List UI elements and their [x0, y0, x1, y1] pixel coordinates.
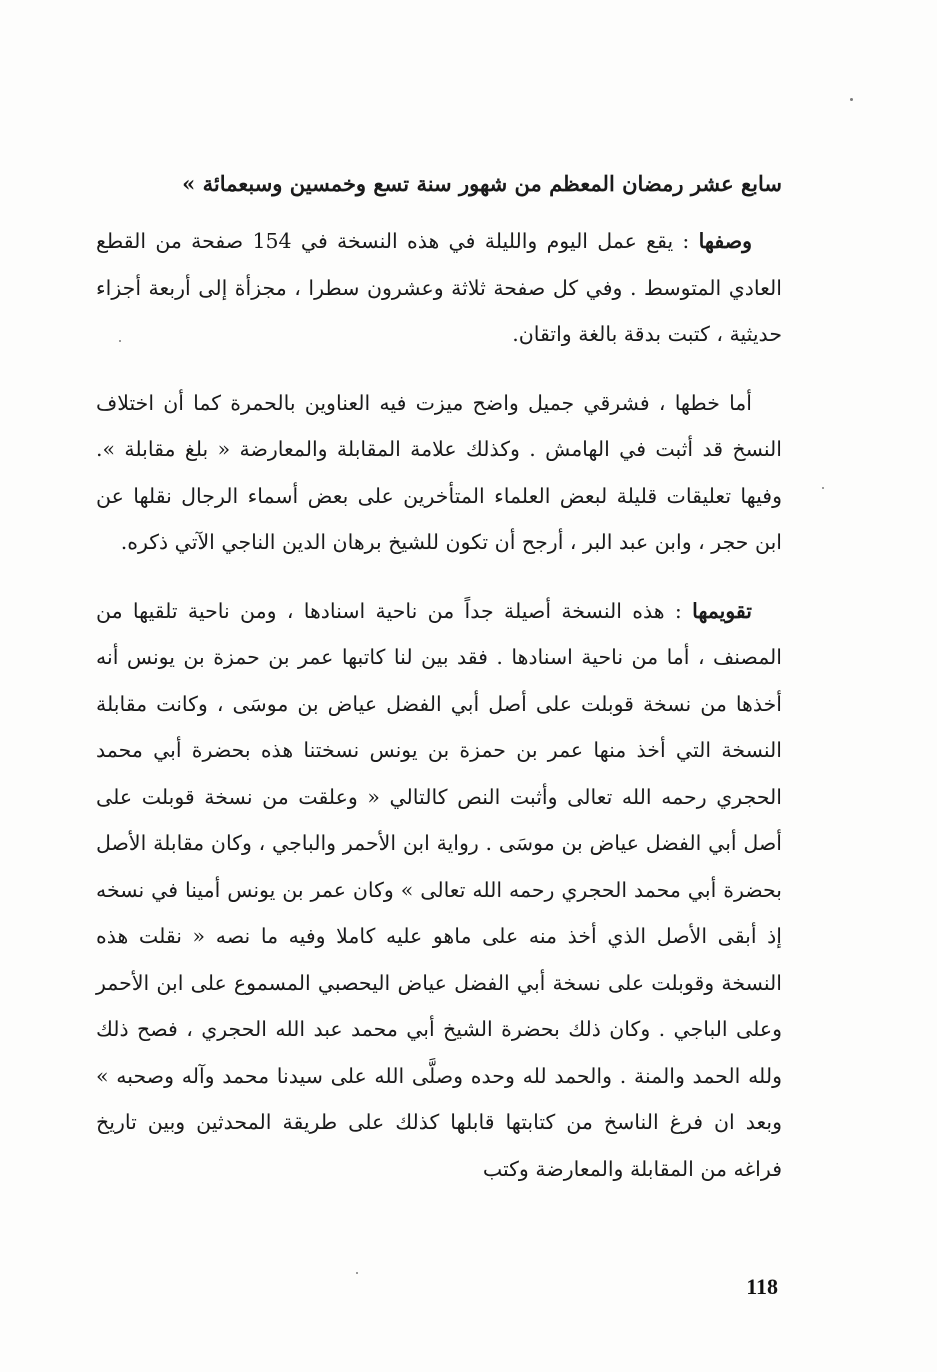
scan-speck [850, 98, 853, 101]
paragraph-handwriting-text: أما خطها ، فشرقي جميل واضح ميزت فيه العناوين بالحمرة كما أن اختلاف النسخ قد أثبت في الهامش . وكذلك علامة المقابلة والمعارضة « بلغ مقابلة ». وفيها تعليقات قليلة لبعض العلماء المتأخرين على بعض أسماء الرجال نقلها عن ابن حجر ، وابن عبد البر ، أرجح أن تكون للشيخ برهان الدين الناجي الآتي ذكره. [96, 390, 782, 554]
page-number: 118 [746, 1274, 778, 1299]
paragraph-description-text: : يقع عمل اليوم والليلة في هذه النسخة في 154 صفحة من القطع العادي المتوسط . وفي كل صفحة ثلاثة وعشرون سطرا ، مجزأة إلى أربعة أجزاء حديثية ، كتبت بدقة بالغة واتقان. [96, 229, 782, 346]
lead-word-evaluation: تقويمها [692, 598, 752, 623]
page-body [96, 160, 782, 1192]
scan-speck [356, 1272, 358, 1274]
paragraph-evaluation [96, 588, 782, 1193]
paragraph-handwriting [96, 380, 782, 566]
scan-speck [119, 340, 121, 342]
lead-word-description: وصفها [698, 229, 752, 253]
continuation-heading: سابع عشر رمضان المعظم من شهور سنة تسع وخمسين وسبعمائة » [182, 171, 782, 196]
paragraph-description [96, 218, 782, 358]
scan-speck [822, 487, 824, 489]
paragraph-evaluation-text: : هذه النسخة أصيلة جداً من ناحية اسنادها ، ومن ناحية تلقيها من المصنف ، أما من ناحية اسنادها . فقد بين لنا كاتبها عمر بن حمزة بن يونس أنه أخذها من نسخة قوبلت على أصل أبي الفضل عياض بن موسَى ، وكانت مقابلة النسخة التي أخذ منها عمر بن حمزة بن يونس نسختنا هذه بحضرة أبي محمد الحجري رحمه الله تعالى وأثبت النص كالتالي « وعلقت من نسخة قوبلت على أصل أبي الفضل عياض بن موسَى . رواية ابن الأحمر والباجي ، وكان مقابلة الأصل بحضرة أبي محمد الحجري رحمه الله تعالى » وكان عمر بن يونس أمينا في نسخه إذ أبقى الأصل الذي أخذ منه على ماهو عليه كاملا وفيه ما نصه « نقلت هذه النسخة وقوبلت على نسخة أبي الفضل عياض اليحصبي المسموع على ابن الأحمر وعلى الباجي . وكان ذلك بحضرة الشيخ أبي محمد عبد الله الحجري ، فصح ذلك ولله الحمد والمنة . والحمد لله وحده وصلَّى الله على سيدنا محمد وآله وصحبه » وبعد ان فرغ الناسخ من كتابتها قابلها كذلك على طريقة المحدثين وبين تاريخ فراغه من المقابلة والمعارضة وكتب [96, 598, 782, 1181]
